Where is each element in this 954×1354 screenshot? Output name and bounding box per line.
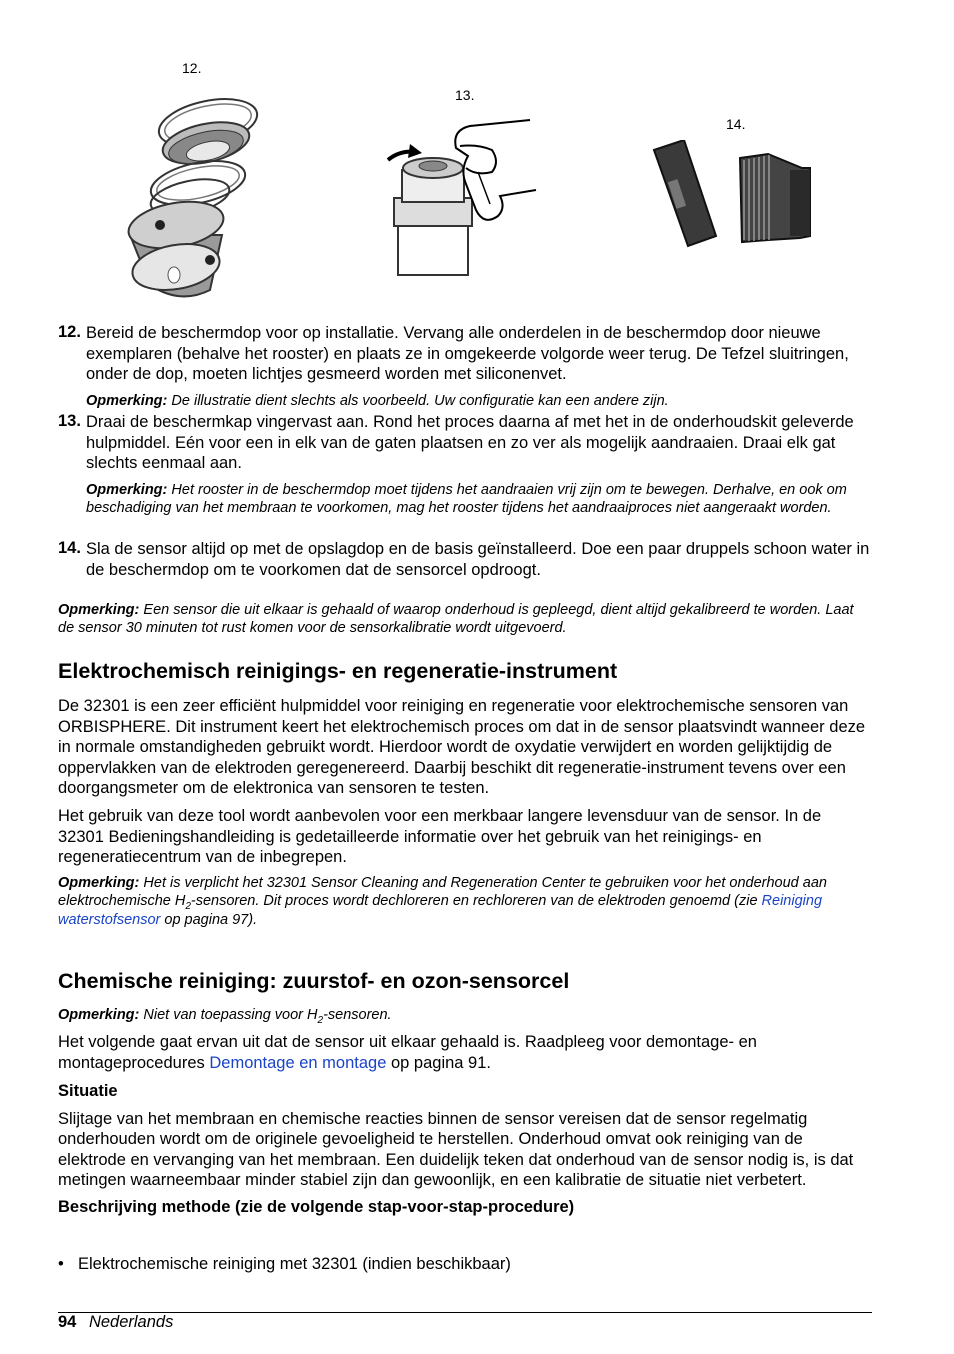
paragraph: Het gebruik van deze tool wordt aanbevolen voor een merkbaar langere levensduur van de sensor. In de 32301 Bedieningshandleiding is gedetailleerde informatie over het gebruik van het reinigings- en regeneratiecentrum van de inbegrepen. [58,806,822,867]
calibration-note: Opmerking: Een sensor die uit elkaar is gehaald of waarop onderhoud is gepleegd, dient altijd gekalibreerd te worden. Laat de sensor 30 minuten tot rust komen voor de sensorkalibratie wordt uitgevoerd. [58,602,854,637]
bullet-icon: • [58,1255,64,1273]
footer-divider [58,1312,872,1313]
hydrogen-sensor-link[interactable]: Reiniging waterstofsensor [58,893,823,928]
footer-language: Nederlands [88,1313,174,1331]
step-text: Bereid de beschermdop voor op installatie. Vervang alle onderdelen in de beschermdop door nieuwe exemplaren (behalve het rooster) en plaats ze in omgekeerde volgorde weer terug. De Tefzel sluitringen, onder de dop, moeten lichtjes gesmeerd worden met siliconenvet. [86,324,849,384]
not-applicable-note: Opmerking: Niet van toepassing voor $H_2$-sensoren. [58,1007,392,1026]
tighten-cap-illustration [380,110,550,280]
paragraph: Slijtage van het membraan en chemische reacties binnen de sensor vereisen dat de sensor regelmatig onderhouden wordt om de originele gevoeligheid te herstellen. Onderhoud omvat ook reiniging van de elektrode en vervanging van het membraan. Een duidelijk teken dat onderhoud van de sensor nodig is, is dat metingen waarneembaar minder stabiel zijn dan gewoonlijk, en een kalibratie de situatie niet verbetert. [58,1109,854,1190]
section-heading: Elektrochemisch reinigings- en regeneratie-instrument [58,659,618,683]
list-item: • Elektrochemische reiniging met 32301 (indien beschikbaar) [58,1255,511,1273]
figure-12-label: 12. [182,60,202,76]
step-note: Opmerking: Het rooster in de beschermdop moet tijdens het aandraaien vrij zijn om te bewegen. Derhalve, en ook om beschadiging van het membraan te voorkomen, mag het rooster tijdens het aandraaiproces niet aangeraakt worden. [86,481,847,517]
cleaning-center-note: Opmerking: Het is verplicht het 32301 Sensor Cleaning and Regeneration Center te gebruiken voor het onderhoud aan elektrochemische $H_2$-sensoren. Dit proces wordt dechloreren en rechloreren van de elektroden genoemd (zie Reiniging waterstofsensor op pagina 97). [58,874,827,928]
paragraph: De 32301 is een zeer efficiënt hulpmiddel voor reiniging en regeneratie voor elektrochemische sensoren van ORBISPHERE. Dit instrument keert het elektrochemisch proces om dat in de sensor plaatsvindt wanneer deze in normale omstandigheden gebruikt wordt. Hierdoor wordt de oxydatie verwijdert en worden gelijktijdig de oppervlakken van de elektroden geregenereerd. Daarbij beschikt dit regeneratie-instrument tevens over een doorgangsmeter om de elektronica van sensoren te testen. [58,697,866,798]
step-number: 12. [58,323,81,341]
step-text: Sla de sensor altijd op met de opslagdop en de basis geïnstalleerd. Doe een paar druppels schoon water in de beschermdop om te voorkomen dat de sensorcel opdroogt. [86,540,870,579]
paragraph: Het volgende gaat ervan uit dat de sensor uit elkaar gehaald is. Raadpleeg voor demontage- en montageprocedures Demontage en montage op pagina 91. [58,1033,757,1072]
bullet-list [58,1254,870,1275]
footer [58,1313,173,1332]
subheading: Beschrijving methode (zie de volgende stap-voor-stap-procedure) [58,1197,575,1216]
step-note: Opmerking: De illustratie dient slechts als voorbeeld. Uw configuratie kan een andere zijn. [86,392,669,409]
figure-13-label: 13. [455,87,475,103]
step-number: 13. [58,412,81,430]
figure-14-label: 14. [726,116,746,132]
step-number: 14. [58,539,81,557]
step-text: Draai de beschermkap vingervast aan. Rond het proces daarna af met het in de onderhoudskit geleverde hulpmiddel. Eén voor een in elk van de gaten plaatsen en zo ver als mogelijk aandraaien. Draai elk gat slechts eenmaal aan. [86,413,854,473]
cap-assembly-illustration [110,85,270,305]
storage-cap-illustration [650,140,820,250]
subheading: Situatie [58,1081,118,1100]
section-heading: Chemische reiniging: zuurstof- en ozon-sensorcel [58,969,570,993]
page-number: 94 [58,1313,77,1331]
disassembly-link[interactable]: Demontage en montage [209,1054,387,1072]
